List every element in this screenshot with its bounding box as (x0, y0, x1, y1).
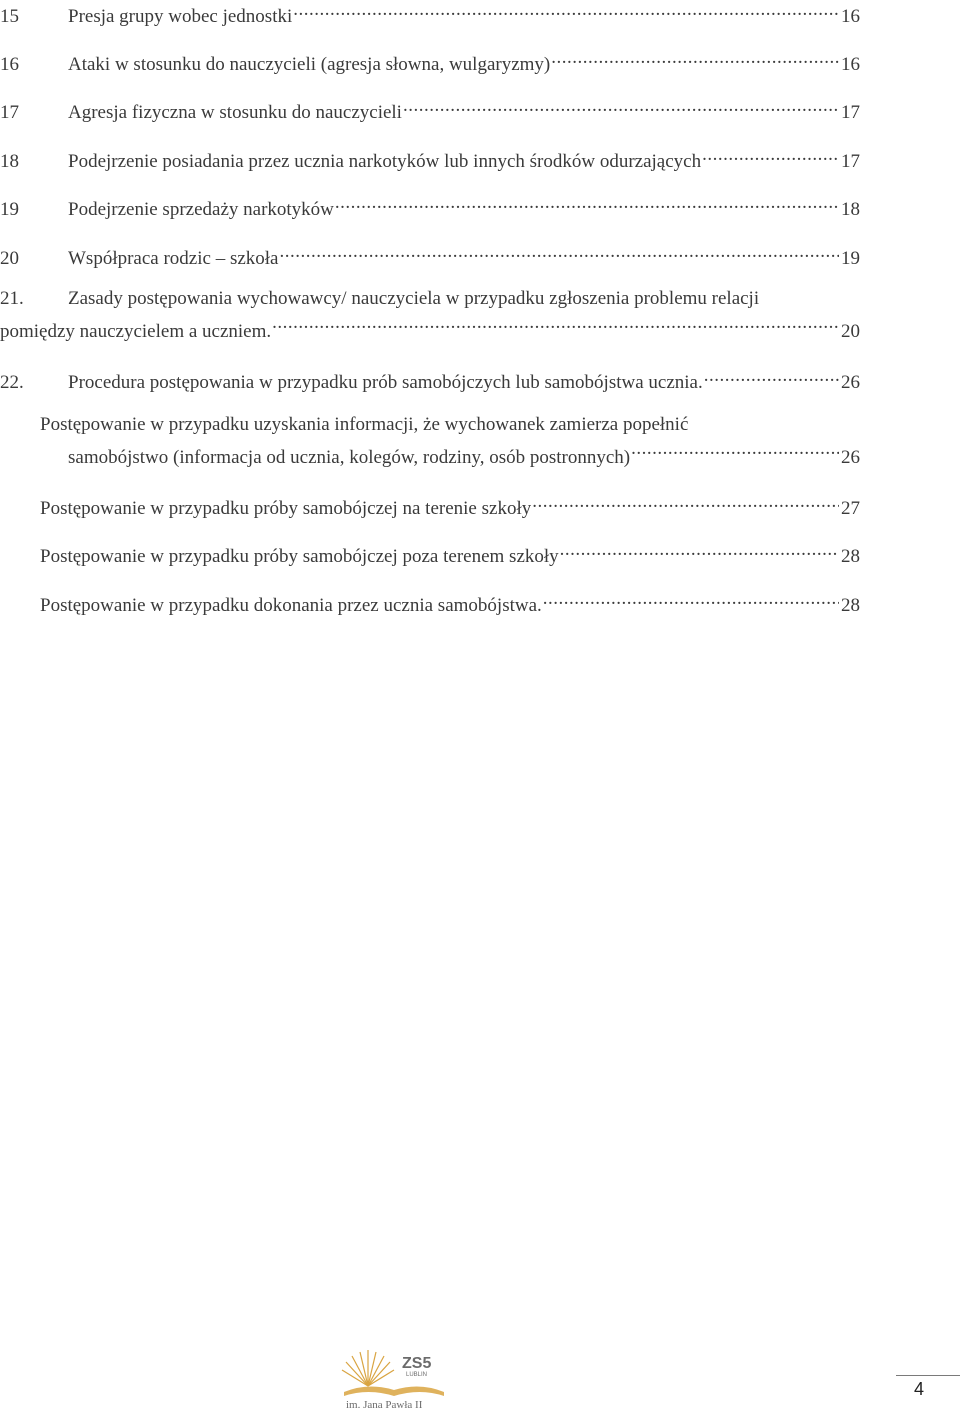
toc-entry-21[interactable] (0, 284, 860, 346)
toc-entry-21-line1 (0, 284, 860, 313)
toc-page: 19 (841, 248, 860, 269)
toc-subentry-4[interactable] (40, 587, 860, 618)
toc-leader-dots (292, 0, 839, 22)
toc-page: 28 (841, 595, 860, 616)
toc-leader-dots (402, 94, 839, 118)
toc-entry-16[interactable] (0, 46, 860, 77)
toc-number: 20 (0, 248, 19, 269)
toc-title-continued: pomiędzy nauczycielem a uczniem. (0, 321, 272, 342)
toc-title: Agresja fizyczna w stosunku do nauczycieli (68, 102, 402, 123)
toc-page: 26 (841, 372, 860, 393)
toc-leader-dots (550, 46, 839, 70)
school-logo (338, 1342, 450, 1410)
toc-subentry-1[interactable] (40, 410, 860, 472)
toc-number: 18 (0, 151, 19, 172)
toc-page: 27 (841, 498, 860, 519)
toc-number: 16 (0, 54, 19, 75)
toc-leader-dots (334, 191, 839, 215)
toc-number: 22. (0, 372, 24, 393)
toc-page: 26 (841, 447, 860, 468)
toc-number: 21. (0, 288, 24, 309)
toc-subentry-2[interactable] (40, 490, 860, 521)
toc-title: Postępowanie w przypadku próby samobójczej poza terenem szkoły (40, 546, 559, 567)
footer-divider (896, 1375, 960, 1376)
toc-leader-dots (542, 587, 839, 611)
toc-leader-dots (701, 143, 839, 167)
toc-number: 15 (0, 6, 19, 27)
toc-entry-15[interactable] (0, 0, 860, 29)
logo-text: ZS5 (402, 1355, 432, 1372)
toc-entry-17[interactable] (0, 94, 860, 125)
toc-title: Współpraca rodzic – szkoła (68, 248, 279, 269)
toc-leader-dots (279, 240, 840, 264)
toc-title: Podejrzenie posiadania przez ucznia narkotyków lub innych środków odurzających (68, 151, 702, 172)
toc-entry-22[interactable] (0, 364, 860, 395)
toc-title: Presja grupy wobec jednostki (68, 6, 293, 27)
toc-entry-21-line2 (0, 313, 860, 346)
toc-number: 17 (0, 102, 19, 123)
toc-title: Ataki w stosunku do nauczycieli (agresja słowna, wulgaryzmy) (68, 54, 551, 75)
toc-entry-20[interactable] (0, 240, 860, 271)
toc-subentry-1-line1: Postępowanie w przypadku uzyskania informacji, że wychowanek zamierza popełnić (40, 414, 689, 435)
toc-page: 16 (841, 54, 860, 75)
toc-number: 19 (0, 199, 19, 220)
toc-title: Zasady postępowania wychowawcy/ nauczyciela w przypadku zgłoszenia problemu relacji (68, 288, 760, 309)
logo-caption: im. Jana Pawła II (346, 1399, 423, 1410)
toc-leader-dots (630, 439, 839, 463)
toc-entry-18[interactable] (0, 143, 860, 174)
toc-title: Postępowanie w przypadku próby samobójczej na terenie szkoły (40, 498, 532, 519)
toc-leader-dots (703, 364, 839, 388)
logo-subtext: LUBLIN (406, 1372, 428, 1378)
toc-page: 28 (841, 546, 860, 567)
toc-leader-dots (531, 490, 839, 514)
toc-page: 18 (841, 199, 860, 220)
toc-title: Podejrzenie sprzedaży narkotyków (68, 199, 334, 220)
toc-title: Procedura postępowania w przypadku prób samobójczych lub samobójstwa ucznia. (68, 372, 703, 393)
toc-subentry-1-line2 (40, 439, 860, 472)
toc-page: 17 (841, 102, 860, 123)
toc-leader-dots (559, 538, 839, 562)
toc-page: 17 (841, 151, 860, 172)
toc-title: Postępowanie w przypadku dokonania przez ucznia samobójstwa. (40, 595, 542, 616)
toc-page: 20 (841, 321, 860, 342)
toc-title-continued: samobójstwo (informacja od ucznia, kolegów, rodziny, osób postronnych) (68, 447, 631, 468)
open-book-icon (344, 1386, 444, 1396)
toc-subentry-3[interactable] (40, 538, 860, 569)
page-number: 4 (914, 1379, 925, 1399)
toc-leader-dots (271, 313, 839, 337)
toc-page: 16 (841, 6, 860, 27)
sunburst-icon (342, 1350, 394, 1386)
toc-entry-19[interactable] (0, 191, 860, 222)
